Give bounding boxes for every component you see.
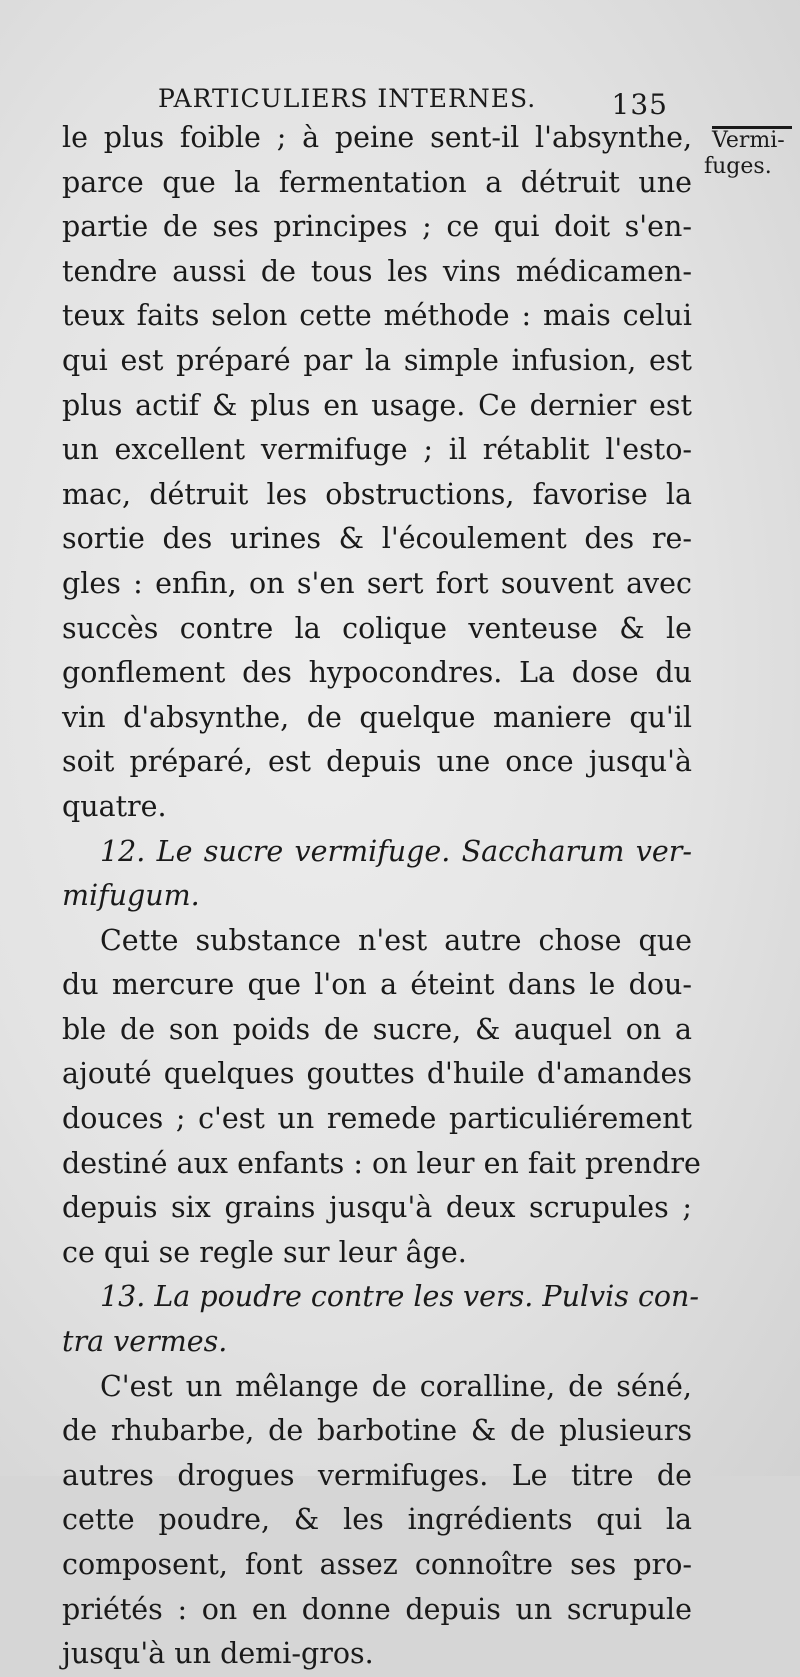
text-line: teux faits selon cette méthode : mais celui bbox=[62, 299, 692, 333]
text-line: gles : enfin, on s'en sert fort souvent avec bbox=[62, 566, 692, 600]
text-line: douces ; c'est un remede particuliérement bbox=[62, 1102, 692, 1136]
text-line: autres drogues vermifuges. Le titre de bbox=[62, 1458, 692, 1492]
text-line: ble de son poids de sucre, & auquel on a bbox=[62, 1012, 692, 1046]
page-body bbox=[62, 116, 701, 1677]
text-line: priétés : on en donne depuis un scrupule bbox=[62, 1592, 692, 1626]
text-line: mac, détruit les obstructions, favorise la bbox=[62, 477, 692, 511]
text-line: de rhubarbe, de barbotine & de plusieurs bbox=[62, 1414, 692, 1448]
section-heading: 13. La poudre contre les vers. Pulvis con- bbox=[100, 1280, 700, 1314]
text-line: parce que la fermentation a détruit une bbox=[62, 165, 692, 199]
text-line: depuis six grains jusqu'à deux scrupules ; bbox=[62, 1191, 692, 1225]
section-heading: mifugum. bbox=[62, 879, 200, 913]
margin-note-line: fuges. bbox=[704, 154, 772, 179]
running-title: PARTICULIERS INTERNES. bbox=[158, 84, 537, 113]
text-line: cette poudre, & les ingrédients qui la bbox=[62, 1503, 692, 1537]
page-number: 135 bbox=[611, 88, 668, 121]
text-line: Cette substance n'est autre chose que bbox=[100, 923, 692, 957]
text-line: qui est préparé par la simple infusion, est bbox=[62, 343, 692, 377]
text-line: ce qui se regle sur leur âge. bbox=[62, 1235, 467, 1269]
text-line: succès contre la colique venteuse & le bbox=[62, 611, 692, 645]
margin-note-line: Vermi- bbox=[712, 128, 785, 153]
text-line: C'est un mêlange de coralline, de séné, bbox=[100, 1369, 692, 1403]
text-line: plus actif & plus en usage. Ce dernier est bbox=[62, 388, 692, 422]
text-line: partie de ses principes ; ce qui doit s'en- bbox=[62, 210, 692, 244]
text-line: vin d'absynthe, de quelque maniere qu'il bbox=[62, 700, 692, 734]
text-line: quatre. bbox=[62, 789, 167, 823]
text-line: jusqu'à un demi-gros. bbox=[62, 1637, 374, 1671]
text-line: du mercure que l'on a éteint dans le dou- bbox=[62, 968, 692, 1002]
text-line: le plus foible ; à peine sent-il l'absynthe, bbox=[62, 121, 692, 154]
text-line: ajouté quelques gouttes d'huile d'amandes bbox=[62, 1057, 692, 1091]
text-line: gonflement des hypocondres. La dose du bbox=[62, 656, 692, 690]
margin-note bbox=[704, 128, 794, 180]
text-line: un excellent vermifuge ; il rétablit l'esto- bbox=[62, 433, 692, 467]
text-line: soit préparé, est depuis une once jusqu'à bbox=[62, 745, 692, 779]
text-line: destiné aux enfants : on leur en fait prendre bbox=[62, 1146, 701, 1180]
text-line: composent, font assez connoître ses pro- bbox=[62, 1548, 692, 1581]
section-heading: 12. Le sucre vermifuge. Saccharum ver- bbox=[100, 834, 692, 868]
section-heading: tra vermes. bbox=[62, 1325, 228, 1359]
text-line: sortie des urines & l'écoulement des re- bbox=[62, 522, 692, 556]
text-line: tendre aussi de tous les vins médicamen- bbox=[62, 254, 692, 288]
